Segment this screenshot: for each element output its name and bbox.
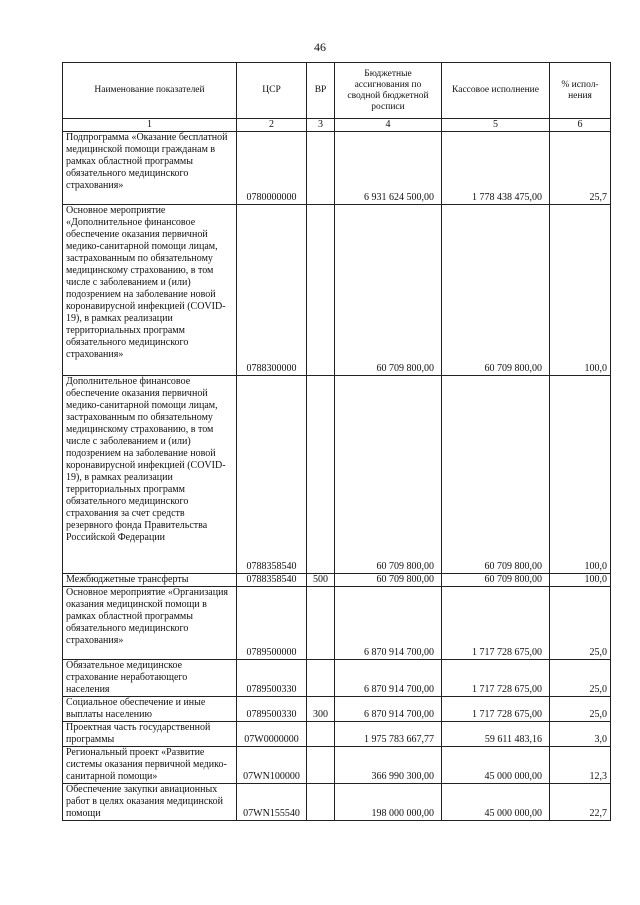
- row-percent: 100,0: [550, 376, 611, 574]
- row-percent: 25,0: [550, 660, 611, 697]
- row-vr: [307, 784, 335, 821]
- row-name: Основное мероприятие «Дополнительное финансовое обеспечение оказания первичной медико-санитарной помощи лицам, застрахованным по обязательному медицинскому страхованию, в том числе с заболеванием и (или) подозрением на заболевание новой коронавирусной инфекцией (COVID-19), в рамках реализации территориальных программ обязательного медицинского страхования»: [63, 205, 237, 376]
- row-csr: 07WN100000: [237, 747, 307, 784]
- row-percent: 100,0: [550, 574, 611, 587]
- row-cash: 45 000 000,00: [442, 784, 550, 821]
- row-name: Основное мероприятие «Организация оказания медицинской помощи в рамках областной программы обязательного медицинского страхования»: [63, 587, 237, 660]
- row-budget: 198 000 000,00: [335, 784, 442, 821]
- row-budget: 6 870 914 700,00: [335, 697, 442, 722]
- row-vr: [307, 205, 335, 376]
- row-cash: 1 778 438 475,00: [442, 132, 550, 205]
- table-row: [63, 132, 611, 205]
- row-percent: 3,0: [550, 722, 611, 747]
- row-cash: 1 717 728 675,00: [442, 660, 550, 697]
- table-row: [63, 574, 611, 587]
- table-row: [63, 587, 611, 660]
- row-cash: 60 709 800,00: [442, 574, 550, 587]
- row-csr: 0789500000: [237, 587, 307, 660]
- row-csr: 0780000000: [237, 132, 307, 205]
- header-vr: ВР: [307, 63, 335, 119]
- row-cash: 1 717 728 675,00: [442, 587, 550, 660]
- column-number: 4: [335, 119, 442, 132]
- row-budget: 6 870 914 700,00: [335, 660, 442, 697]
- table-row: [63, 376, 611, 574]
- table-row: [63, 784, 611, 821]
- row-vr: [307, 376, 335, 574]
- header-name: Наименование показателей: [63, 63, 237, 119]
- row-cash: 45 000 000,00: [442, 747, 550, 784]
- row-csr: 07W0000000: [237, 722, 307, 747]
- row-name: Подпрограмма «Оказание бесплатной медицинской помощи гражданам в рамках областной программы обязательного медицинского страхования»: [63, 132, 237, 205]
- row-csr: 0788358540: [237, 376, 307, 574]
- row-csr: 0789500330: [237, 697, 307, 722]
- column-number: 6: [550, 119, 611, 132]
- row-csr: 0789500330: [237, 660, 307, 697]
- column-number: 2: [237, 119, 307, 132]
- row-name: Проектная часть государственной программы: [63, 722, 237, 747]
- row-budget: 366 990 300,00: [335, 747, 442, 784]
- row-name: Обеспечение закупки авиационных работ в целях оказания медицинской помощи: [63, 784, 237, 821]
- table-row: [63, 205, 611, 376]
- row-vr: [307, 660, 335, 697]
- row-vr: 300: [307, 697, 335, 722]
- row-percent: 22,7: [550, 784, 611, 821]
- row-csr: 0788300000: [237, 205, 307, 376]
- row-percent: 12,3: [550, 747, 611, 784]
- row-percent: 25,7: [550, 132, 611, 205]
- header-cash: Кассовое исполнение: [442, 63, 550, 119]
- row-vr: [307, 722, 335, 747]
- page-number: 46: [314, 40, 326, 54]
- row-name: Дополнительное финансовое обеспечение оказания первичной медико-санитарной помощи лицам, застрахованным по обязательному медицинскому страхованию, в том числе с заболеванием и (или) подозрением на заболевание новой коронавирусной инфекцией (COVID-19), в рамках реализации территориальных программ обязательного медицинского страхования за счет средств резервного фонда Правительства Российской Федерации: [63, 376, 237, 574]
- row-csr: 0788358540: [237, 574, 307, 587]
- row-name: Межбюджетные трансферты: [63, 574, 237, 587]
- row-cash: 60 709 800,00: [442, 205, 550, 376]
- table-row: [63, 722, 611, 747]
- row-percent: 100,0: [550, 205, 611, 376]
- row-cash: 1 717 728 675,00: [442, 697, 550, 722]
- row-name: Региональный проект «Развитие системы оказания первичной медико-санитарной помощи»: [63, 747, 237, 784]
- row-vr: 500: [307, 574, 335, 587]
- row-budget: 60 709 800,00: [335, 376, 442, 574]
- column-numbers-row: [63, 119, 611, 132]
- row-vr: [307, 587, 335, 660]
- table-row: [63, 660, 611, 697]
- row-budget: 60 709 800,00: [335, 574, 442, 587]
- row-csr: 07WN155540: [237, 784, 307, 821]
- row-vr: [307, 747, 335, 784]
- table-row: [63, 697, 611, 722]
- row-budget: 1 975 783 667,77: [335, 722, 442, 747]
- column-number: 1: [63, 119, 237, 132]
- header-csr: ЦСР: [237, 63, 307, 119]
- table-row: [63, 747, 611, 784]
- column-number: 3: [307, 119, 335, 132]
- row-budget: 6 931 624 500,00: [335, 132, 442, 205]
- row-cash: 60 709 800,00: [442, 376, 550, 574]
- row-budget: 60 709 800,00: [335, 205, 442, 376]
- budget-execution-table: [62, 62, 611, 821]
- row-name: Обязательное медицинское страхование неработающего населения: [63, 660, 237, 697]
- row-percent: 25,0: [550, 587, 611, 660]
- row-percent: 25,0: [550, 697, 611, 722]
- column-number: 5: [442, 119, 550, 132]
- row-vr: [307, 132, 335, 205]
- row-cash: 59 611 483,16: [442, 722, 550, 747]
- row-name: Социальное обеспечение и иные выплаты населению: [63, 697, 237, 722]
- header-budget: Бюджетные ассигнования по сводной бюджетной росписи: [335, 63, 442, 119]
- row-budget: 6 870 914 700,00: [335, 587, 442, 660]
- header-percent: % испол-нения: [550, 63, 611, 119]
